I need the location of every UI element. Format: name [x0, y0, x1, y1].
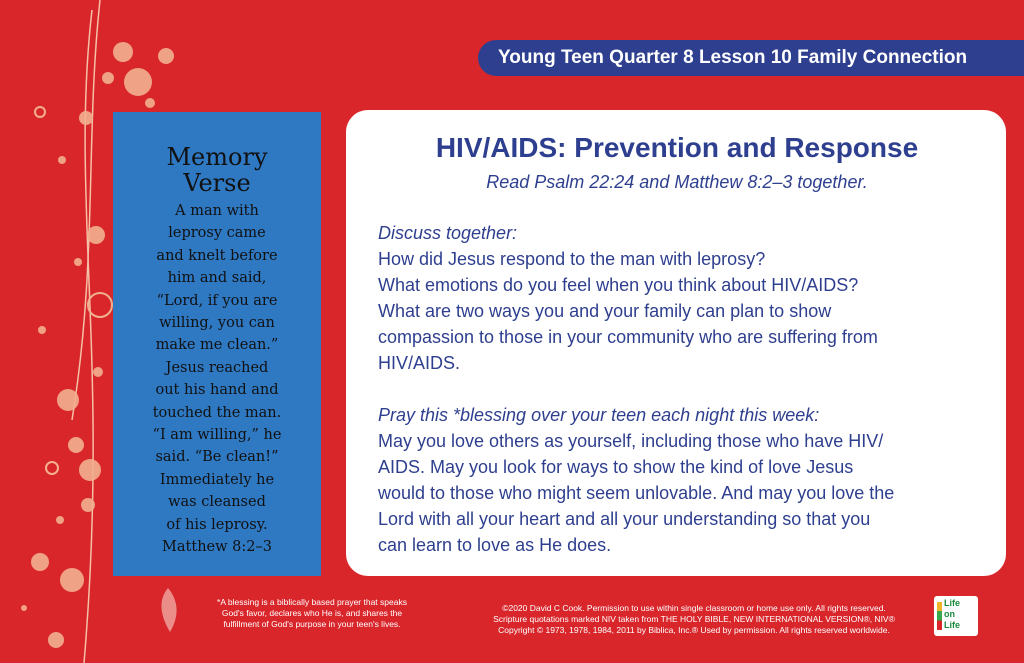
verse-reference: Matthew 8:2–3 [162, 539, 272, 556]
verse-line: “I am willing,” he [152, 427, 282, 444]
verse-line: leprosy came [168, 225, 266, 242]
lesson-card [346, 110, 1006, 576]
verse-line: and knelt before [156, 247, 278, 264]
discuss-line: How did Jesus respond to the man with leprosy? [378, 249, 766, 269]
logo-line: Life [944, 598, 961, 608]
verse-line: Jesus reached [165, 359, 269, 376]
discuss-section [378, 246, 976, 376]
copyright-line: Copyright © 1973, 1978, 1984, 2011 by Biblica, Inc.® Used by permission. All rights reserved worldwide. [498, 625, 890, 635]
copyright-notice [454, 603, 934, 636]
verse-line: out his hand and [155, 382, 279, 399]
verse-line: him and said, [167, 270, 267, 287]
logo-line: on [944, 609, 955, 619]
lesson-subtitle: Read Psalm 22:24 and Matthew 8:2–3 together. [486, 172, 868, 192]
memory-title-line: Memory [166, 143, 268, 171]
copyright-line: ©2020 David C Cook. Permission to use within single classroom or home use only. All rights reserved. [502, 603, 886, 613]
verse-line: of his leprosy. [166, 516, 268, 533]
verse-line: “Lord, if you are [156, 292, 278, 309]
footnote-line: fulfillment of God's purpose in your teen's lives. [223, 619, 401, 629]
memory-verse-panel [113, 112, 321, 576]
pray-line: would to those who might seem unlovable. And may you love the [378, 483, 895, 503]
verse-line: was cleansed [168, 494, 266, 511]
discuss-line: compassion to those in your community who are suffering from [378, 327, 878, 347]
lesson-title: HIV/AIDS: Prevention and Response [435, 132, 919, 163]
verse-line: touched the man. [152, 404, 282, 421]
discuss-line: What emotions do you feel when you think about HIV/AIDS? [378, 275, 859, 295]
verse-line: make me clean.” [155, 337, 279, 354]
spacer [378, 194, 976, 220]
memory-verse-text [119, 200, 315, 559]
discuss-heading: Discuss together: [378, 223, 518, 243]
pray-line: Lord with all your heart and all your understanding so that you [378, 509, 871, 529]
pray-line: AIDS. May you look for ways to show the kind of love Jesus [378, 457, 854, 477]
lesson-banner [478, 40, 1024, 76]
footnote-line: *A blessing is a biblically based prayer that speaks [217, 597, 407, 607]
pray-section [378, 428, 976, 558]
pray-line: can learn to love as He does. [378, 535, 612, 555]
spacer [378, 376, 976, 402]
memory-title-line: Verse [183, 169, 251, 197]
pray-line: May you love others as yourself, including those who have HIV/ [378, 431, 884, 451]
life-on-life-logo [934, 596, 978, 636]
logo-line: Life [944, 620, 961, 630]
verse-line: A man with [175, 203, 259, 219]
discuss-line: HIV/AIDS. [378, 353, 461, 373]
verse-line: Immediately he [159, 471, 275, 488]
pray-heading: Pray this *blessing over your teen each night this week: [378, 405, 820, 425]
memory-verse-title [119, 144, 315, 196]
verse-line: said. “Be clean!” [155, 449, 279, 466]
verse-line: willing, you can [159, 315, 275, 332]
blessing-footnote [196, 597, 428, 630]
discuss-line: What are two ways you and your family can plan to show [378, 301, 832, 321]
banner-title: Young Teen Quarter 8 Lesson 10 Family Connection [498, 47, 968, 68]
footnote-line: God's favor, declares who He is, and shares the [221, 608, 403, 618]
logo-color-bar [937, 602, 942, 630]
copyright-line: Scripture quotations marked NIV taken from THE HOLY BIBLE, NEW INTERNATIONAL VERSION®, NIV® [493, 614, 895, 624]
